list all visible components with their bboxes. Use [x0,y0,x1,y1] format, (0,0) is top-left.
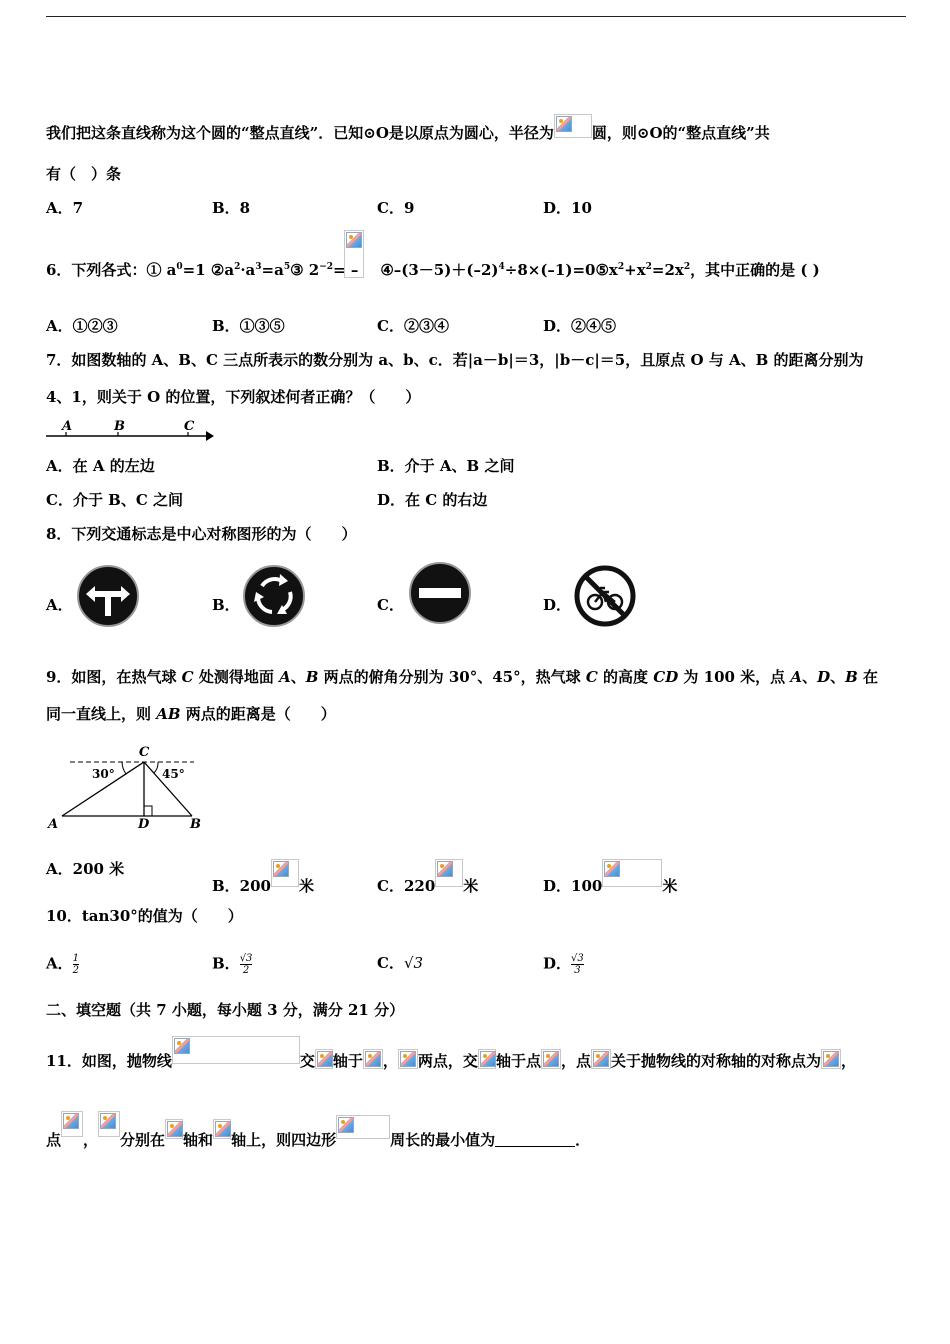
q6-sup: 2 [683,262,691,272]
q9-seg: 两点的距离是（ ） [180,705,336,723]
q6-seg: ③ 2 [290,261,320,279]
q5-text-a: 我们把这条直线称为这个圆的“整点直线”．已知⊙O是以原点为圆心，半径为 [46,124,554,142]
label-c: C [139,745,150,760]
label-45: 45° [162,767,185,781]
broken-image-icon [61,1111,83,1137]
q8-option-c: C． [377,596,404,614]
broken-image-icon [336,1115,390,1139]
q10-option-c [377,953,423,973]
number-line-arrow [206,431,214,441]
label-b: B [190,817,201,832]
q6-seg: +x [624,261,646,279]
q6-line1 [46,257,820,280]
q6-seg: 6．下列各式：① a [46,261,177,279]
broken-image-icon [554,114,592,138]
q11-seg: 关于抛物线的对称轴的对称点为 [610,1052,821,1070]
q9-seg: 的高度 [597,668,654,686]
label-b: B [114,419,125,434]
q7-option-c: C．介于 B、C 之间 [46,491,184,509]
label-c: C [184,419,195,434]
numerator: 1 [72,953,80,964]
q5-option-d: D．10 [543,199,592,217]
q6-sup: 2 [645,262,652,272]
denominator: 2 [72,965,80,976]
broken-image-icon [98,1111,120,1137]
denominator: 3 [574,965,581,976]
q9-option-d [543,859,677,896]
fraction [240,953,253,976]
broken-image-icon [821,1049,841,1069]
q10-option-c-label: C． [377,954,404,972]
turn-left-right-sign-icon [76,564,140,628]
q6-sup: −2 [319,262,334,272]
q11-seg: 11．如图，抛物线 [46,1052,172,1070]
q9-var: A [790,668,803,686]
unit-label: 米 [463,877,479,895]
q9-var: A [279,668,291,686]
q9-option-b-text: B．200 [212,877,271,895]
q11-seg: 分别在 [120,1131,166,1149]
q9-seg: 同一直线上，则 [46,705,157,723]
q7-option-a: A．在 A 的左边 [46,457,155,475]
angle-arc-45 [154,762,158,773]
q5-text-b: 圆，则⊙O的“整点直线”共 [591,124,770,142]
q9-option-c [377,859,478,896]
numerator: √3 [571,953,584,964]
q6-seg: ，其中正确的是 ( ) [690,261,820,279]
broken-image-icon [591,1049,611,1069]
fraction [571,953,584,976]
broken-image-icon [541,1049,561,1069]
q11-seg: ， [840,1052,856,1070]
q6-option-d: D．②④⑤ [543,317,617,335]
q6-sup: 2 [617,262,625,272]
sqrt-value: √3 [403,954,424,972]
q9-seg: 处测得地面 [193,668,280,686]
broken-image-icon [165,1119,183,1139]
q6-sup: 4 [498,262,505,272]
q10-option-a [46,953,79,976]
q6-option-b: B．①③⑤ [212,317,285,335]
q6-seg: ·a [240,261,256,279]
unit-label: 米 [299,877,315,895]
q10-option-a-label: A． [46,954,73,973]
q9-var: C [181,668,194,686]
q8-line1: 8．下列交通标志是中心对称图形的为（ ） [46,525,357,543]
q11-line2 [46,1111,590,1150]
q9-var: B [845,668,858,686]
no-entry-sign-icon [408,561,472,625]
broken-image-icon [435,859,463,887]
q9-option-d-text: D．100 [543,877,603,895]
roundabout-sign-icon [242,564,306,628]
q6-sup: 3 [255,262,262,272]
q6-sup: 0 [176,262,183,272]
q9-var: AB [156,705,181,723]
label-30: 30° [92,767,115,781]
section-heading: 二、填空题（共 7 小题，每小题 3 分，满分 21 分） [46,1001,405,1019]
q5-line1 [46,114,770,143]
angle-arc-30 [122,762,126,774]
answer-blank[interactable] [495,1130,575,1147]
q5-option-a: A．7 [46,199,84,217]
q9-seg: 、 [290,668,306,686]
q5-option-b: B．8 [212,199,251,217]
denominator: 2 [242,965,250,976]
q9-seg: 两点的俯角分别为 30°、45°，热气球 [318,668,586,686]
q6-option-c: C．②③④ [377,317,449,335]
q11-seg: 点 [46,1131,62,1149]
q11-seg: ． [575,1131,591,1149]
q10-option-b-label: B． [212,954,240,973]
q9-seg: 为 100 米，点 [678,668,791,686]
q5-option-c: C．9 [377,199,415,217]
balloon-triangle-figure [44,740,214,832]
q6-option-a: A．①②③ [46,317,118,335]
q11-seg: ， [382,1052,398,1070]
q9-option-c-text: C．220 [377,877,436,895]
q11-seg: 轴上，则四边形 [231,1131,337,1149]
unit-label: 米 [662,877,678,895]
label-a: A [48,817,59,832]
q10-option-d-label: D． [543,954,572,973]
broken-image-icon [602,859,662,887]
q7-line2: 4、1，则关于 O 的位置，下列叙述何者正确？（ ） [46,388,421,406]
q11-seg: 轴于 [332,1052,363,1070]
q10-option-d [543,953,584,976]
q9-line2 [46,704,336,724]
broken-image-icon [213,1119,231,1139]
q8-option-b: B． [212,596,240,614]
q9-var: B [305,668,319,686]
right-angle-mark [144,806,152,816]
q9-var: D [817,668,831,686]
label-d: D [138,817,150,832]
q7-option-b: B．介于 A、B 之间 [377,457,515,475]
broken-image-icon [315,1049,333,1069]
q11-seg: 两点，交 [417,1052,478,1070]
q7-option-d: D．在 C 的右边 [377,491,488,509]
q9-seg: 在 [857,668,879,686]
numerator: √3 [239,953,253,964]
q6-seg: ④–(3－5)＋(–2) [380,261,499,279]
q9-seg: 9．如图，在热气球 [46,668,182,686]
q6-seg: =2x [651,261,684,279]
q6-sup: 5 [283,262,291,272]
q6-seg: ÷8×(–1)=0⑤x [504,261,618,279]
q10-option-b [212,953,252,976]
q11-line1 [46,1036,856,1071]
broken-image-icon [478,1049,496,1069]
q11-seg: 轴和 [183,1131,214,1149]
q5-line2: 有（ ）条 [46,165,122,183]
q11-seg: 轴于点 [495,1052,541,1070]
q6-seg: =1 ②a [182,261,235,279]
header-rule [46,16,906,17]
broken-image-icon [363,1049,383,1069]
q8-option-d: D． [543,596,572,614]
label-a: A [62,419,73,434]
broken-image-icon [271,859,299,887]
q9-seg: 、 [830,668,846,686]
q6-seg: = – [333,261,359,279]
q11-seg: 交 [299,1052,315,1070]
q8-option-a: A． [46,596,73,614]
q10-line1: 10．tan30°的值为（ ） [46,907,243,925]
q6-sup: 2 [234,262,241,272]
number-line-figure [44,418,216,448]
fraction [73,953,79,976]
no-bicycle-sign-icon [573,564,637,628]
q9-var: C [585,668,598,686]
q11-seg: ，点 [560,1052,591,1070]
q6-seg: =a [261,261,284,279]
q7-line1: 7．如图数轴的 A、B、C 三点所表示的数分别为 a、b、c．若|a－b|＝3，|b－c|＝5，且原点 O 与 A、B 的距离分别为 [46,351,864,369]
q11-seg: 周长的最小值为 [390,1131,496,1149]
q11-seg: ， [83,1131,99,1149]
broken-image-icon [398,1049,418,1069]
broken-image-icon [172,1036,300,1064]
q9-seg: 、 [802,668,818,686]
q9-option-b [212,859,314,896]
q9-line1 [46,667,878,687]
q9-var: CD [653,668,679,686]
q9-option-a: A．200 米 [46,860,125,878]
